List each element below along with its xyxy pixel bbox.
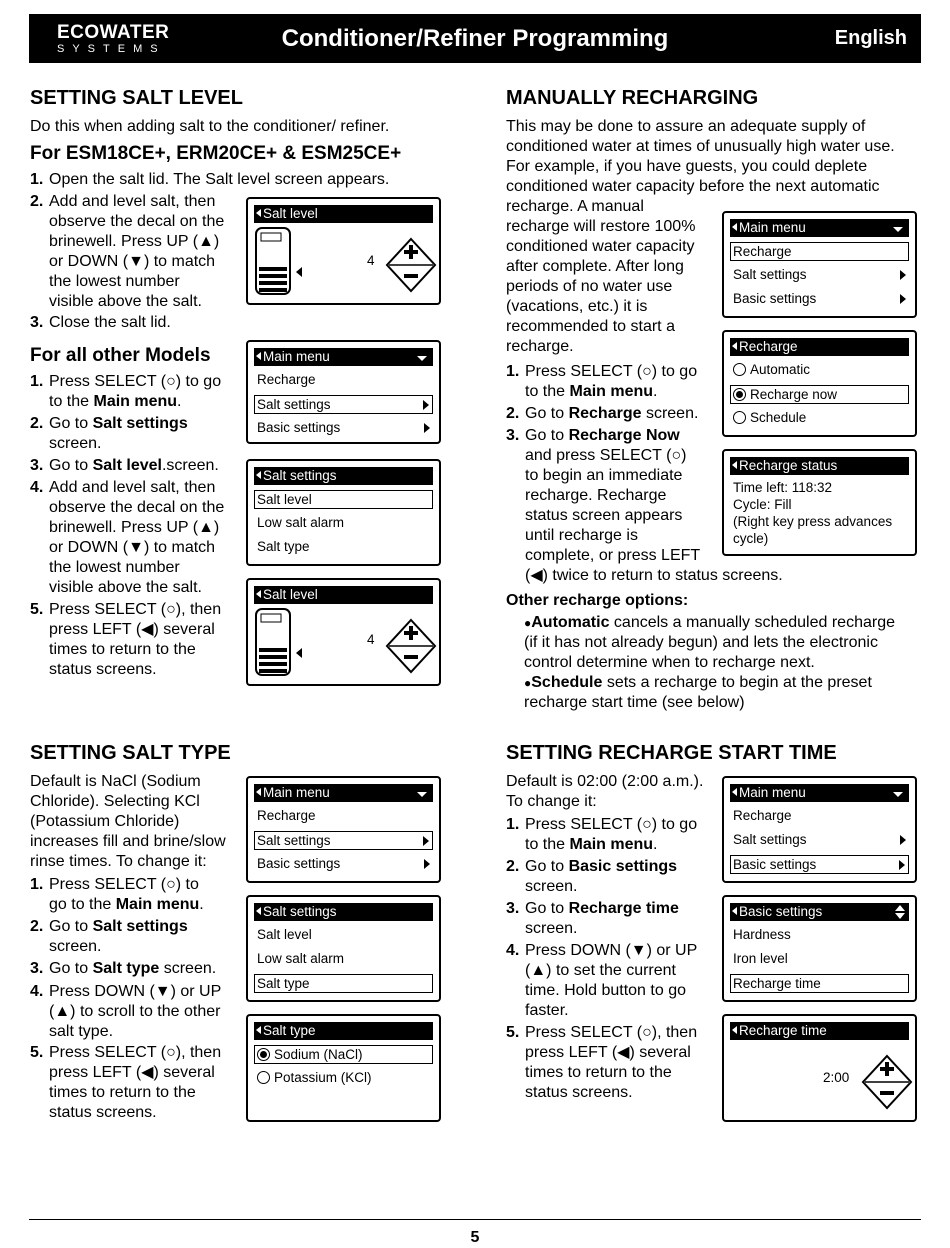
- step-item: [30, 875, 204, 915]
- menu-item-low-salt-alarm: Low salt alarm: [257, 951, 345, 966]
- lcd-title: Recharge: [739, 339, 798, 354]
- step-line: status screens.: [49, 661, 157, 678]
- step-line: status screen appears: [525, 507, 683, 524]
- text-line: conditioned water capacity before the next automatic: [506, 178, 880, 195]
- step-line: the lowest number: [49, 559, 180, 576]
- lcd-salt-settings-type: [246, 895, 441, 1002]
- step-line: Go to Salt settings: [49, 918, 188, 935]
- logo-text: ECOWATER: [57, 22, 170, 43]
- menu-item-label: Basic settings: [257, 856, 341, 871]
- text-line: conditioned water at times of unusually high water use.: [506, 138, 895, 155]
- lcd-title-bar: [730, 457, 909, 475]
- step-number: 1.: [30, 171, 44, 188]
- step-item: [30, 982, 221, 1042]
- step-item: [506, 404, 698, 424]
- salt-level-value: 4: [367, 632, 375, 647]
- option-name: Schedule: [531, 674, 603, 691]
- step-line: Press SELECT (○) to: [49, 876, 199, 893]
- option-label: Schedule: [750, 410, 807, 425]
- lcd-salt-type-screen: [246, 1014, 441, 1122]
- step-number: 1.: [506, 363, 520, 380]
- step-number: 4.: [30, 479, 44, 496]
- lcd-title: Salt settings: [263, 468, 337, 483]
- down-arrow-icon: [417, 792, 427, 797]
- option-schedule: [730, 409, 909, 428]
- lcd-recharge-screen: [722, 330, 917, 437]
- text-line: after complete. After long: [506, 258, 684, 275]
- step-number: 5.: [30, 1044, 44, 1061]
- menu-item-salt-level: Salt level: [257, 927, 312, 942]
- lcd-title-bar: [254, 784, 433, 802]
- lcd-title: Main menu: [263, 349, 330, 364]
- logo-subtext: SYSTEMS: [57, 43, 166, 55]
- step-line: press LEFT (◀) several: [49, 621, 215, 638]
- step-line: to the Main menu.: [49, 393, 182, 410]
- text-line: For example, if you have guests, you could deplete: [506, 158, 868, 175]
- step-line: to the Main menu.: [525, 836, 658, 853]
- menu-item-label: Basic settings: [257, 420, 341, 435]
- step-line: the lowest number: [49, 273, 180, 290]
- step-number: 1.: [30, 876, 44, 893]
- step-line: Open the salt lid. The Salt level screen appears.: [49, 171, 390, 188]
- step-text: [49, 875, 204, 915]
- step-line: screen.: [525, 878, 578, 895]
- step-line: or DOWN (▼) to match: [49, 253, 216, 270]
- right-arrow-icon: [423, 400, 429, 410]
- step-text: [525, 404, 698, 424]
- step-line: Go to Recharge time: [525, 900, 679, 917]
- left-arrow-icon: [732, 461, 737, 469]
- lcd-title-bar: [730, 1022, 909, 1040]
- lcd-title-bar: [254, 467, 433, 485]
- lcd-title: Salt level: [263, 206, 318, 221]
- menu-item-salt-type: Salt type: [257, 539, 310, 554]
- text-line: conditioned water capacity: [506, 238, 695, 255]
- language-label: English: [834, 27, 907, 49]
- step-line: Press SELECT (○), then: [49, 601, 222, 618]
- right-arrow-icon: [900, 835, 906, 845]
- step-line: Press DOWN (▼) or UP: [49, 983, 222, 1000]
- menu-item-salt-level: Salt level: [254, 490, 433, 509]
- step-item: [30, 313, 171, 333]
- menu-item-recharge: Recharge: [257, 372, 316, 387]
- option-label: Potassium (KCl): [274, 1070, 372, 1085]
- option-name: Automatic: [531, 614, 610, 631]
- step-line: to begin an immediate: [525, 467, 683, 484]
- menu-item-low-salt-alarm: Low salt alarm: [257, 515, 345, 530]
- menu-item-salt-settings: [254, 831, 433, 850]
- bullet-icon: ●: [524, 616, 532, 630]
- left-arrow-icon: [256, 209, 261, 217]
- right-arrow-icon: [424, 859, 430, 869]
- step-number: 4.: [506, 942, 520, 959]
- option-label: Recharge now: [750, 387, 838, 402]
- section-heading-recharging: MANUALLY RECHARGING: [506, 87, 759, 109]
- left-arrow-icon: [732, 223, 737, 231]
- page-title: Conditioner/Refiner Programming: [281, 25, 669, 52]
- section-heading-salt-level: SETTING SALT LEVEL: [30, 87, 243, 109]
- step-line: times to return to the: [49, 641, 196, 658]
- level-marker-icon: [296, 267, 302, 277]
- step-item: [30, 959, 216, 979]
- step-line: Close the salt lid.: [49, 314, 171, 331]
- option-line: recharge start time (see below): [524, 694, 745, 711]
- status-time-left: Time left: 118:32: [733, 480, 833, 495]
- option-line: (if it has not already begun) and lets the electronic: [524, 634, 878, 651]
- step-line: (▲) to set the current: [525, 962, 676, 979]
- step-text: [49, 982, 221, 1042]
- step-text: [525, 941, 697, 1021]
- step-text: [49, 170, 389, 190]
- step-line: recharge. Recharge: [525, 487, 667, 504]
- step-item: [506, 941, 697, 1021]
- menu-item-basic-settings: [730, 855, 909, 874]
- step-line: or DOWN (▼) to match: [49, 539, 216, 556]
- footer-rule: [29, 1219, 921, 1220]
- menu-item-basic-settings: [254, 855, 433, 874]
- option-line: ●Automatic cancels a manually scheduled recharge: [524, 614, 895, 631]
- step-line: press LEFT (◀) several: [525, 1044, 691, 1061]
- step-line: faster.: [525, 1002, 569, 1019]
- recharge-time-value: 2:00: [823, 1070, 850, 1085]
- text-line: recharge. A manual: [506, 198, 644, 215]
- menu-item-salt-settings: [254, 395, 433, 414]
- level-marker-icon: [296, 648, 302, 658]
- radio-selected-icon: [257, 1048, 270, 1061]
- step-text: [49, 372, 221, 412]
- subheading-esm-models: For ESM18CE+, ERM20CE+ & ESM25CE+: [30, 143, 402, 164]
- step-item: [506, 857, 677, 897]
- step-item: [30, 478, 224, 598]
- option-sodium: [254, 1045, 433, 1064]
- step-number: 3.: [506, 900, 520, 917]
- step-item: [506, 815, 697, 855]
- menu-item-label: Salt settings: [733, 832, 807, 847]
- step-line: Press SELECT (○) to go: [49, 373, 222, 390]
- plus-minus-icon: [385, 237, 437, 293]
- menu-item-label: Salt settings: [257, 397, 331, 412]
- step-line: observe the decal on the: [49, 213, 225, 230]
- lcd-title: Recharge time: [739, 1023, 827, 1038]
- step-item: [506, 1023, 697, 1103]
- brinewell-icon: [255, 227, 291, 295]
- lcd-title: Main menu: [263, 785, 330, 800]
- lcd-title: Basic settings: [739, 904, 823, 919]
- step-number: 1.: [506, 816, 520, 833]
- lcd-title: Salt settings: [263, 904, 337, 919]
- step-line: complete, or press LEFT: [525, 547, 701, 564]
- step-text: [49, 1043, 221, 1123]
- step-text: [525, 1023, 697, 1103]
- step-number: 2.: [30, 415, 44, 432]
- step-number: 1.: [30, 373, 44, 390]
- down-arrow-icon: [893, 227, 903, 232]
- page-number: 5: [470, 1229, 480, 1246]
- step-number: 2.: [30, 193, 44, 210]
- radio-empty-icon: [257, 1071, 270, 1084]
- step-line: Press DOWN (▼) or UP: [525, 942, 698, 959]
- menu-item-hardness: Hardness: [733, 927, 791, 942]
- step-line: Go to Basic settings: [525, 858, 678, 875]
- menu-item-salt-settings: [730, 266, 909, 285]
- option-line: control determine when to recharge next.: [524, 654, 815, 671]
- option-line: ●Schedule sets a recharge to begin at the preset: [524, 674, 872, 691]
- menu-item-iron-level: Iron level: [733, 951, 788, 966]
- left-arrow-icon: [256, 1026, 261, 1034]
- step-line: Press SELECT (○), then: [49, 1044, 222, 1061]
- step-line: Go to Salt type screen.: [49, 960, 217, 977]
- step-line: Add and level salt, then: [49, 193, 216, 210]
- lcd-main-menu-basic: [722, 776, 917, 883]
- lcd-title-bar: [254, 1022, 433, 1040]
- lcd-title-bar: [730, 784, 909, 802]
- section-heading-salt-type: SETTING SALT TYPE: [30, 742, 231, 764]
- lcd-recharge-time-screen: [722, 1014, 917, 1122]
- left-arrow-icon: [732, 1026, 737, 1034]
- radio-selected-icon: [733, 388, 746, 401]
- lcd-title-bar: [254, 903, 433, 921]
- step-line: until recharge is: [525, 527, 638, 544]
- step-line: brinewell. Press UP (▲): [49, 519, 220, 536]
- step-line: status screens.: [49, 1104, 157, 1121]
- other-recharge-heading: Other recharge options:: [506, 592, 689, 609]
- step-line: observe the decal on the: [49, 499, 225, 516]
- up-down-arrow-icon: [895, 905, 905, 919]
- text-line: Default is 02:00 (2:00 a.m.).: [506, 773, 704, 790]
- step-line: (◀) twice to return to status screens.: [525, 567, 783, 584]
- lcd-recharge-status-screen: [722, 449, 917, 556]
- step-text: [49, 959, 216, 979]
- step-number: 2.: [506, 405, 520, 422]
- right-arrow-icon: [899, 860, 905, 870]
- text-line: periods of no water use: [506, 278, 673, 295]
- step-line: times to return to the: [49, 1084, 196, 1101]
- step-text: [49, 456, 219, 476]
- menu-item-recharge: Recharge: [733, 808, 792, 823]
- lcd-main-menu-recharge: [722, 211, 917, 318]
- step-line: visible above the salt.: [49, 579, 202, 596]
- step-line: visible above the salt.: [49, 293, 202, 310]
- step-line: Go to Recharge Now: [525, 427, 680, 444]
- lcd-title-bar: [730, 903, 909, 921]
- menu-item-label: Basic settings: [733, 291, 817, 306]
- section-heading-start-time: SETTING RECHARGE START TIME: [506, 742, 837, 764]
- step-text: [49, 313, 171, 333]
- menu-item-basic-settings: [254, 419, 433, 438]
- header-bar: [29, 14, 921, 63]
- menu-item-label: Basic settings: [733, 857, 817, 872]
- plus-minus-icon: [385, 618, 437, 674]
- lcd-main-menu-salt: [246, 340, 441, 444]
- down-arrow-icon: [893, 792, 903, 797]
- left-arrow-icon: [256, 471, 261, 479]
- step-line: Press SELECT (○) to go: [525, 363, 698, 380]
- step-line: screen.: [525, 920, 578, 937]
- lcd-title: Main menu: [739, 785, 806, 800]
- step-number: 5.: [30, 601, 44, 618]
- step-line: Press SELECT (○), then: [525, 1024, 698, 1041]
- lcd-basic-settings-screen: [722, 895, 917, 1002]
- step-line: times to return to the: [525, 1064, 672, 1081]
- left-arrow-icon: [256, 352, 261, 360]
- step-line: Press SELECT (○) to go: [525, 816, 698, 833]
- option-automatic: [730, 361, 909, 380]
- bullet-icon: ●: [524, 676, 532, 690]
- menu-item-basic-settings: [730, 290, 909, 309]
- down-arrow-icon: [417, 356, 427, 361]
- menu-item-recharge-time: Recharge time: [730, 974, 909, 993]
- lcd-salt-level-screen: [246, 197, 441, 305]
- step-item: [30, 192, 224, 312]
- lcd-title-bar: [254, 348, 433, 366]
- step-item: [30, 456, 219, 476]
- lcd-title: Salt type: [263, 1023, 316, 1038]
- lcd-title: Salt level: [263, 587, 318, 602]
- step-item: [30, 600, 221, 680]
- left-arrow-icon: [732, 907, 737, 915]
- lcd-title-bar: [730, 219, 909, 237]
- step-line: Go to Salt level.screen.: [49, 457, 219, 474]
- step-number: 2.: [30, 918, 44, 935]
- step-number: 2.: [506, 858, 520, 875]
- step-line: go to the Main menu.: [49, 896, 204, 913]
- text-line: recharge.: [506, 338, 574, 355]
- left-arrow-icon: [732, 342, 737, 350]
- step-item: [30, 917, 188, 957]
- step-text: [525, 815, 697, 855]
- text-line: (Potassium Chloride): [30, 813, 180, 830]
- option-potassium: [254, 1069, 433, 1088]
- text-line: To change it:: [506, 793, 597, 810]
- step-number: 4.: [30, 983, 44, 1000]
- menu-item-label: Salt settings: [257, 833, 331, 848]
- lcd-salt-settings-level: [246, 459, 441, 566]
- lcd-title: Main menu: [739, 220, 806, 235]
- left-arrow-icon: [256, 907, 261, 915]
- step-line: status screens.: [525, 1084, 633, 1101]
- text-line: rinse times. To change it:: [30, 853, 207, 870]
- step-number: 3.: [30, 314, 44, 331]
- option-label: Automatic: [750, 362, 811, 377]
- step-line: salt type.: [49, 1023, 114, 1040]
- step-item: [506, 899, 679, 939]
- step-item: [30, 414, 188, 454]
- status-note: (Right key press advances: [733, 514, 893, 529]
- step-number: 3.: [30, 457, 44, 474]
- step-text: [525, 857, 677, 897]
- step-item: [30, 170, 389, 190]
- step-line: screen.: [49, 435, 102, 452]
- step-text: [49, 414, 188, 454]
- step-number: 3.: [30, 960, 44, 977]
- salt-level-value: 4: [367, 253, 375, 268]
- subheading-other-models: For all other Models: [30, 345, 211, 366]
- step-text: [49, 478, 224, 598]
- status-note-cont: cycle): [733, 531, 769, 546]
- lcd-title: Recharge status: [739, 458, 838, 473]
- text-line: Chloride). Selecting KCl: [30, 793, 200, 810]
- menu-item-label: Salt settings: [733, 267, 807, 282]
- option-recharge-now: [730, 385, 909, 404]
- right-arrow-icon: [423, 836, 429, 846]
- step-number: 3.: [506, 427, 520, 444]
- right-arrow-icon: [900, 270, 906, 280]
- option-label: Sodium (NaCl): [274, 1047, 363, 1062]
- text-line: recharge will restore 100%: [506, 218, 696, 235]
- step-item: [30, 372, 221, 412]
- step-line: (▲) to scroll to the other: [49, 1003, 221, 1020]
- radio-empty-icon: [733, 411, 746, 424]
- step-line: press LEFT (◀) several: [49, 1064, 215, 1081]
- step-text: [525, 899, 679, 939]
- radio-empty-icon: [733, 363, 746, 376]
- step-line: and press SELECT (○): [525, 447, 687, 464]
- text-line: This may be done to assure an adequate supply of: [506, 118, 866, 135]
- step-item: [506, 362, 697, 402]
- step-line: time. Hold button to go: [525, 982, 686, 999]
- lcd-title-bar: [730, 338, 909, 356]
- text-line: (vacations, etc.) it is: [506, 298, 648, 315]
- menu-item-recharge: Recharge: [257, 808, 316, 823]
- step-number: 5.: [506, 1024, 520, 1041]
- step-line: to the Main menu.: [525, 383, 658, 400]
- lcd-salt-level-screen-2: [246, 578, 441, 686]
- step-line: brinewell. Press UP (▲): [49, 233, 220, 250]
- step-text: [49, 917, 188, 957]
- text-line: recommended to start a: [506, 318, 675, 335]
- step-item: [30, 1043, 221, 1123]
- text-line: increases fill and brine/slow: [30, 833, 226, 850]
- step-line: Add and level salt, then: [49, 479, 216, 496]
- menu-item-recharge: Recharge: [730, 242, 909, 261]
- step-line: screen.: [49, 938, 102, 955]
- text-line: Default is NaCl (Sodium: [30, 773, 201, 790]
- step-line: Go to Recharge screen.: [525, 405, 699, 422]
- left-arrow-icon: [256, 590, 261, 598]
- right-arrow-icon: [900, 294, 906, 304]
- step-text: [49, 600, 221, 680]
- right-arrow-icon: [424, 423, 430, 433]
- step-text: [49, 192, 224, 312]
- salt-level-intro: Do this when adding salt to the conditioner/ refiner.: [30, 118, 390, 135]
- left-arrow-icon: [256, 788, 261, 796]
- lcd-title-bar: [254, 205, 433, 223]
- menu-item-salt-settings: [730, 831, 909, 850]
- plus-minus-icon: [861, 1054, 913, 1110]
- step-text: [525, 362, 697, 402]
- lcd-main-menu-salt-type: [246, 776, 441, 883]
- step-line: Go to Salt settings: [49, 415, 188, 432]
- brinewell-icon: [255, 608, 291, 676]
- lcd-title-bar: [254, 586, 433, 604]
- status-cycle: Cycle: Fill: [733, 497, 792, 512]
- menu-item-salt-type: Salt type: [254, 974, 433, 993]
- left-arrow-icon: [732, 788, 737, 796]
